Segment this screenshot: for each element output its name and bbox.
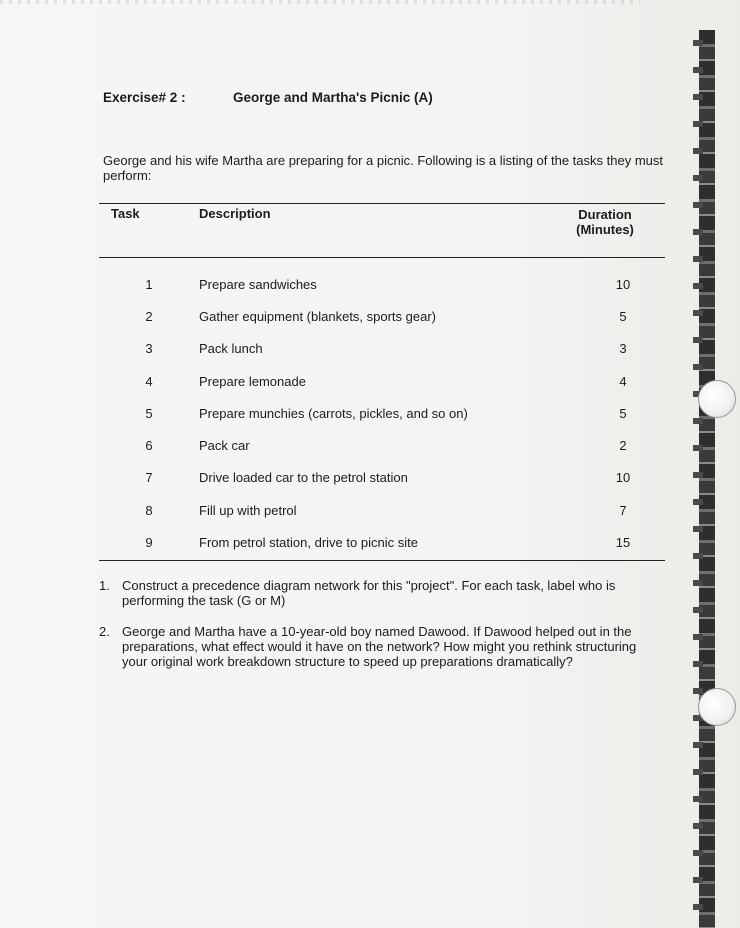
task-number: 4 xyxy=(145,373,153,389)
table-row xyxy=(99,462,665,494)
binder-ring xyxy=(698,380,736,418)
task-number: 3 xyxy=(145,341,153,357)
column-header-description: Description xyxy=(199,204,545,258)
task-description: Prepare lemonade xyxy=(199,373,306,389)
question-text: Construct a precedence diagram network for this "project". For each task, label who is performing the task (G or M) xyxy=(122,578,616,608)
exercise-label: Exercise# 2 : xyxy=(103,90,186,105)
task-duration: 5 xyxy=(619,308,627,324)
task-description: Pack car xyxy=(199,438,250,454)
table-row xyxy=(99,258,665,301)
task-duration: 5 xyxy=(619,405,627,421)
task-number: 8 xyxy=(145,502,153,518)
task-duration: 3 xyxy=(619,341,627,357)
task-description: Pack lunch xyxy=(199,341,263,357)
question-list xyxy=(99,578,665,685)
duration-header-line1: Duration xyxy=(578,207,632,222)
question-number: 1. xyxy=(99,578,110,593)
column-header-duration xyxy=(545,204,665,258)
task-duration: 2 xyxy=(619,438,627,454)
task-description: Prepare munchies (carrots, pickles, and so on) xyxy=(199,405,468,421)
intro-paragraph: George and his wife Martha are preparing for a picnic. Following is a listing of the tasks they must perform: xyxy=(103,153,663,183)
table-row xyxy=(99,333,665,365)
question-text: George and Martha have a 10-year-old boy named Dawood. If Dawood helped out in the preparations, what effect would it have on the network? How might you rethink structuring your original work breakdown structure to speed up preparations dramatically? xyxy=(122,624,637,669)
task-number: 9 xyxy=(145,535,153,551)
table-bottom-rule xyxy=(99,560,665,561)
task-number: 2 xyxy=(145,308,153,324)
column-header-task: Task xyxy=(99,204,199,258)
question-number: 2. xyxy=(99,624,110,639)
table-row xyxy=(99,365,665,397)
table-row xyxy=(99,300,665,332)
task-description: Drive loaded car to the petrol station xyxy=(199,470,408,486)
table-row xyxy=(99,526,665,558)
task-duration: 7 xyxy=(619,502,627,518)
binder-ring xyxy=(698,688,736,726)
task-description: From petrol station, drive to picnic site xyxy=(199,535,418,551)
task-description: Gather equipment (blankets, sports gear) xyxy=(199,308,437,324)
table-row xyxy=(99,397,665,429)
spiral-binding xyxy=(693,30,723,928)
task-duration: 15 xyxy=(615,535,631,551)
task-number: 1 xyxy=(145,276,153,292)
binding-teeth xyxy=(693,30,703,928)
task-description: Fill up with petrol xyxy=(199,502,297,518)
exercise-title: George and Martha's Picnic (A) xyxy=(233,90,433,105)
table-row xyxy=(99,494,665,526)
task-number: 6 xyxy=(145,438,153,454)
task-duration: 4 xyxy=(619,373,627,389)
duration-header-line2: (Minutes) xyxy=(576,222,634,237)
table-row xyxy=(99,429,665,461)
task-duration: 10 xyxy=(615,276,631,292)
question-item xyxy=(99,578,665,608)
task-table xyxy=(99,203,665,559)
task-number: 5 xyxy=(145,405,153,421)
task-number: 7 xyxy=(145,470,153,486)
table-header-row xyxy=(99,204,665,258)
task-description: Prepare sandwiches xyxy=(199,276,317,292)
scan-bleed-artifact xyxy=(0,0,640,4)
question-item xyxy=(99,624,665,669)
task-duration: 10 xyxy=(615,470,631,486)
